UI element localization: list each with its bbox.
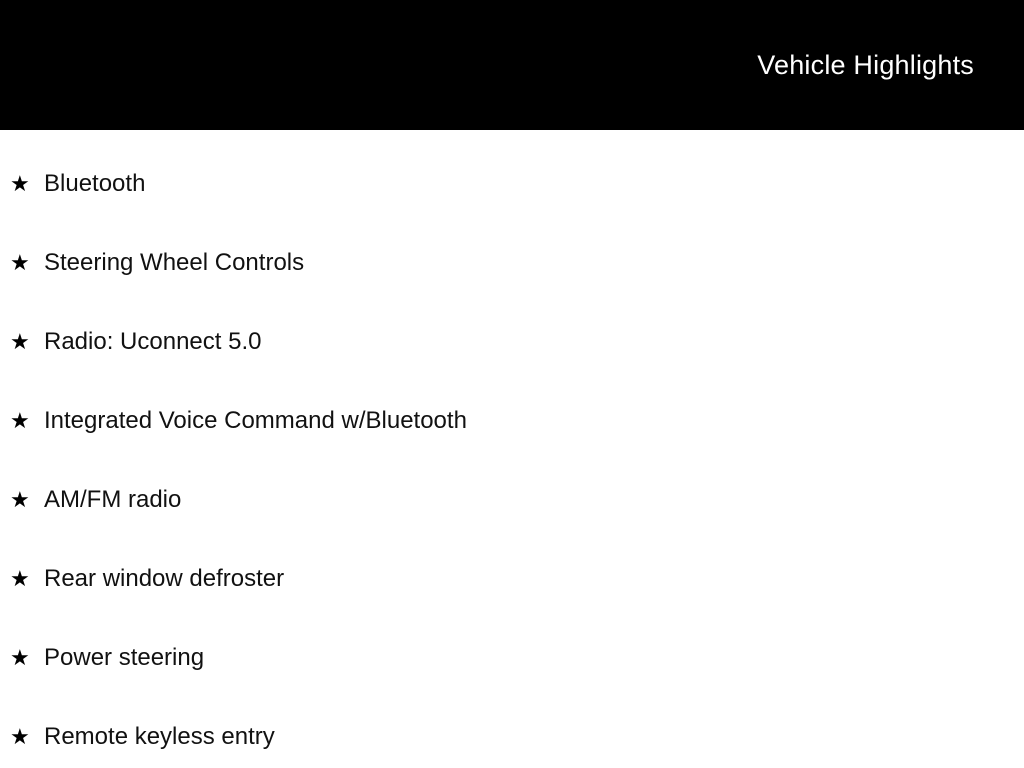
list-item-label: Integrated Voice Command w/Bluetooth <box>44 406 467 434</box>
list-item-label: Rear window defroster <box>44 564 285 592</box>
list-item-label: Remote keyless entry <box>44 722 275 750</box>
header-bar <box>0 0 1024 130</box>
star-icon: ★ <box>10 565 30 591</box>
list-item <box>0 539 1024 618</box>
list-item <box>0 302 1024 381</box>
list-item-label: Radio: Uconnect 5.0 <box>44 327 262 355</box>
vehicle-highlights-list <box>0 130 1024 768</box>
list-item-label: Power steering <box>44 643 205 671</box>
page-title: Vehicle Highlights <box>757 49 974 80</box>
star-icon: ★ <box>10 249 30 275</box>
list-item <box>0 381 1024 460</box>
list-item <box>0 144 1024 223</box>
star-icon: ★ <box>10 170 30 196</box>
star-icon: ★ <box>10 328 30 354</box>
star-icon: ★ <box>10 486 30 512</box>
star-icon: ★ <box>10 644 30 670</box>
list-item-label: AM/FM radio <box>44 485 182 513</box>
list-item <box>0 697 1024 768</box>
list-item-label: Bluetooth <box>44 169 146 197</box>
list-item <box>0 618 1024 697</box>
list-item <box>0 223 1024 302</box>
star-icon: ★ <box>10 723 30 749</box>
list-item <box>0 460 1024 539</box>
list-item-label: Steering Wheel Controls <box>44 248 305 276</box>
star-icon: ★ <box>10 407 30 433</box>
